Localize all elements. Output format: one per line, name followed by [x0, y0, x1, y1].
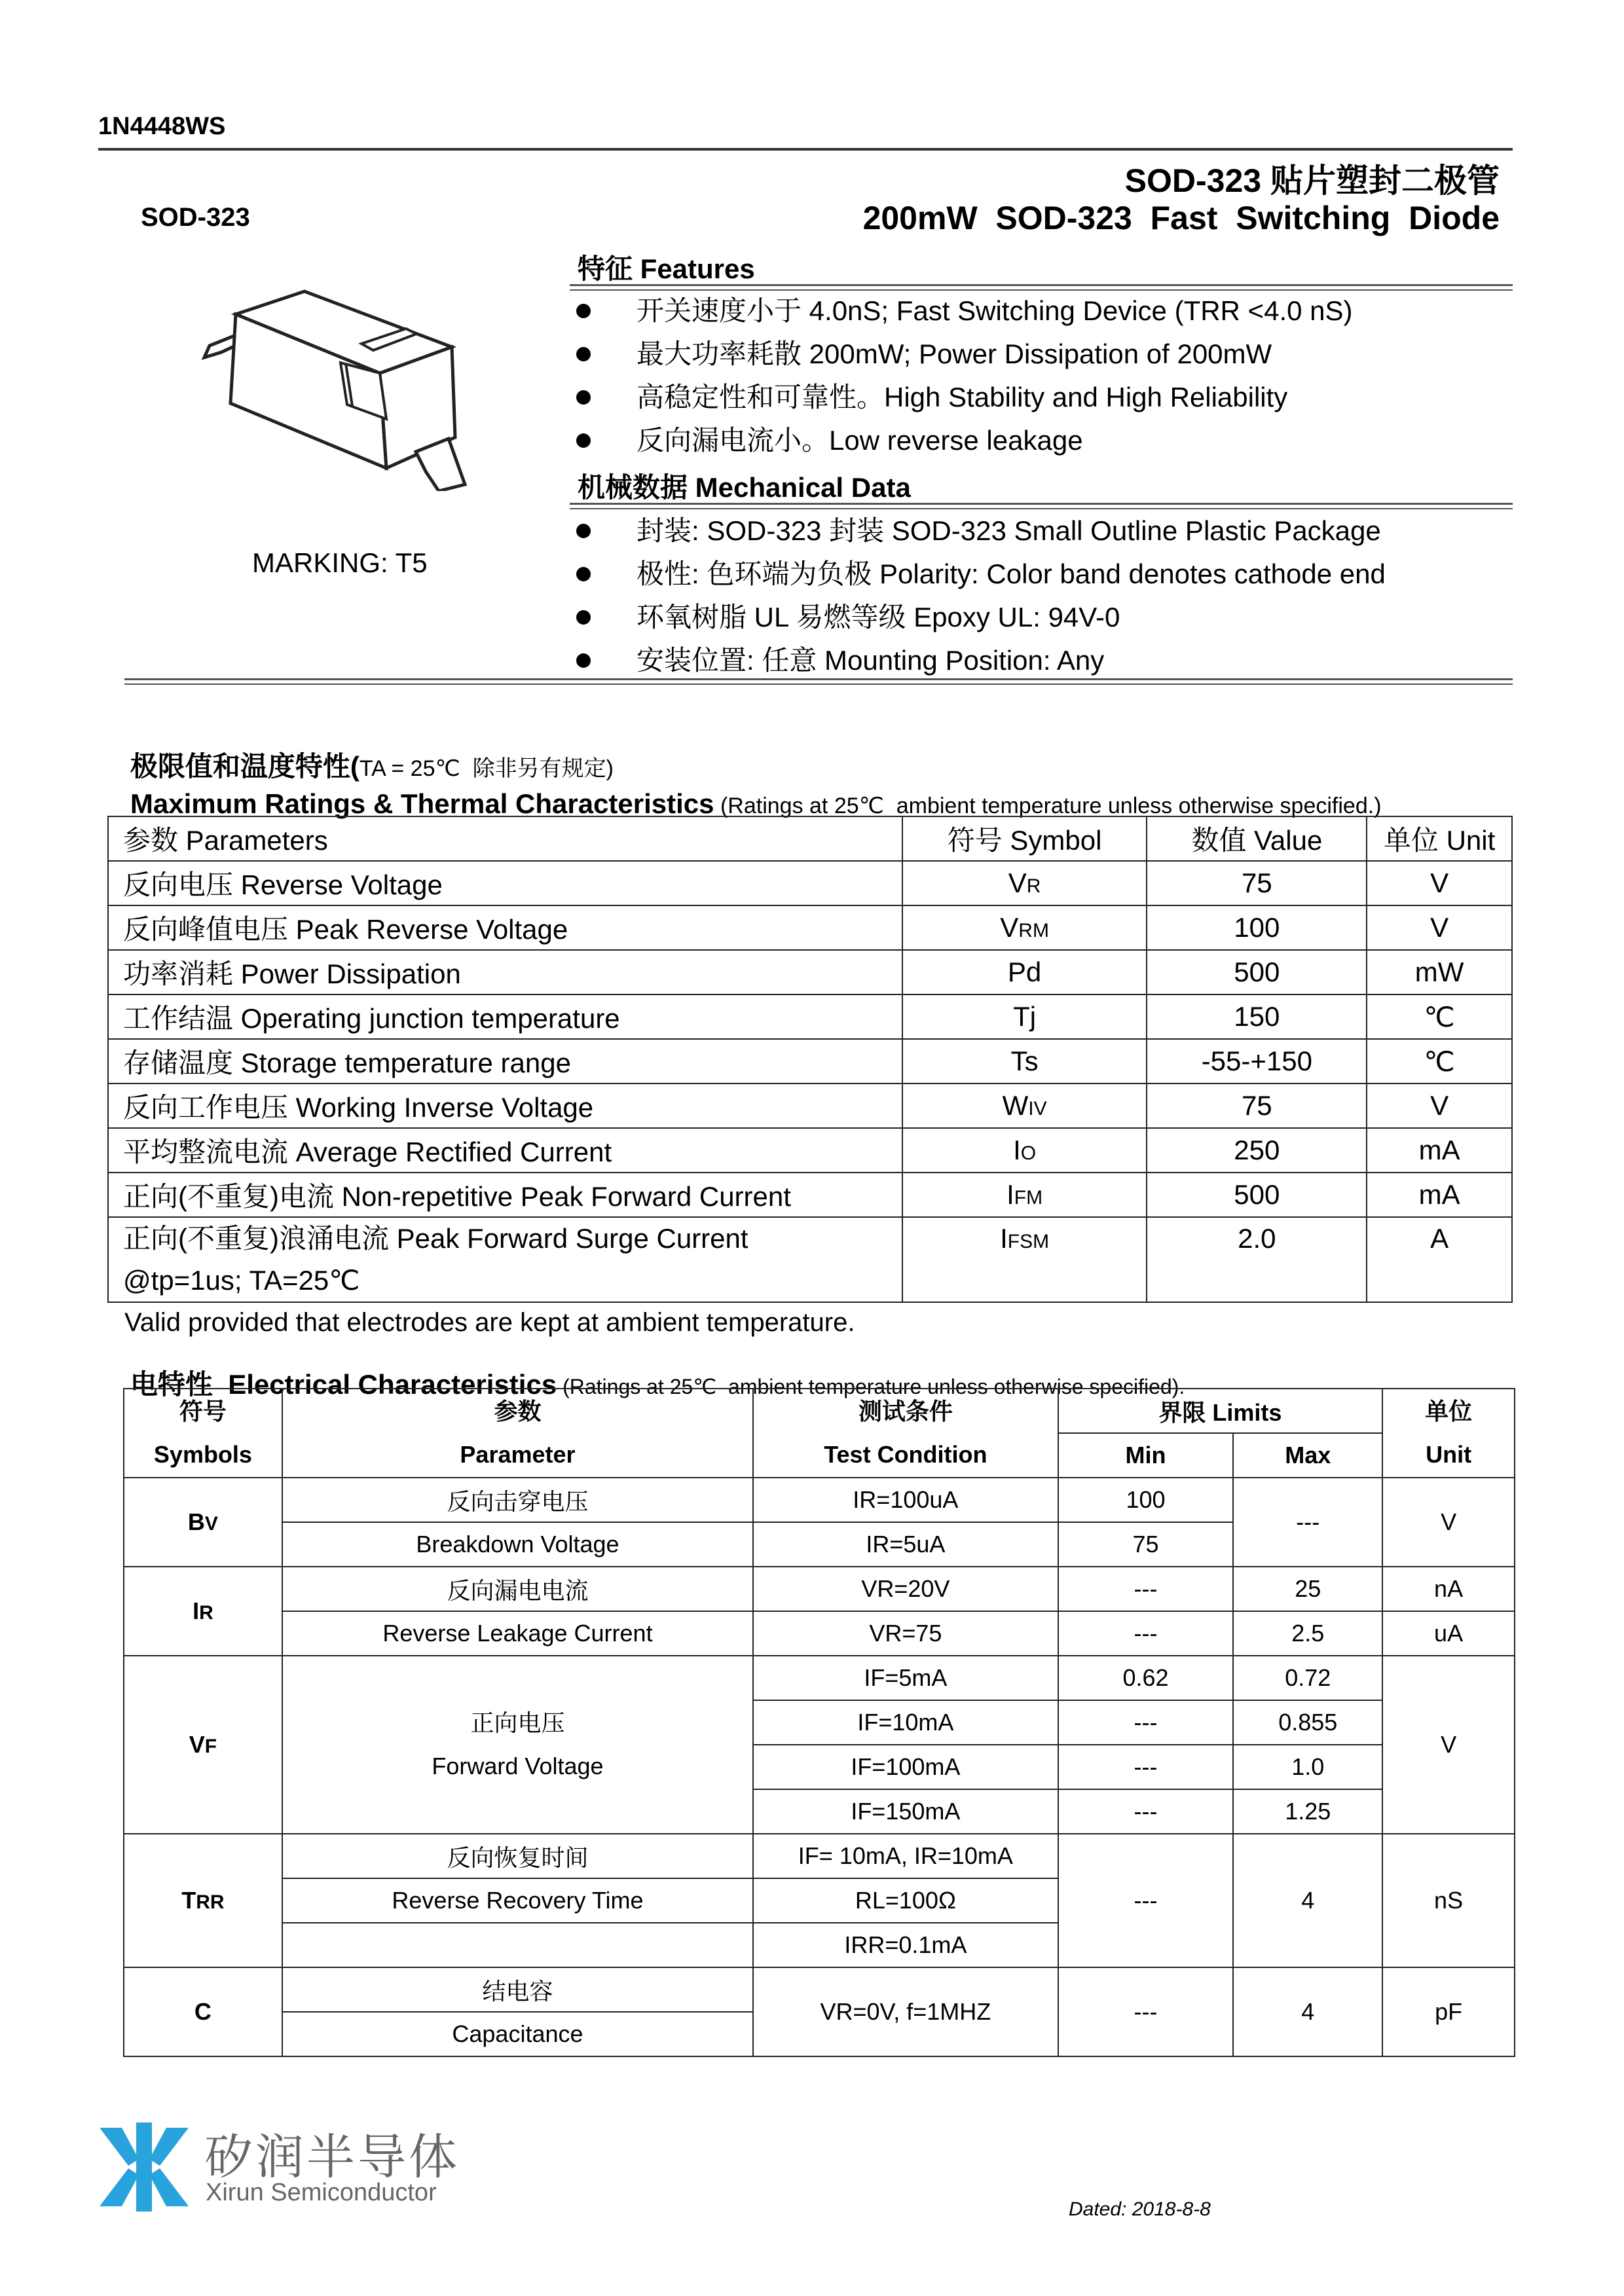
part-number: 1N4448WS	[98, 113, 226, 140]
max-cell: 1.0	[1233, 1745, 1382, 1789]
min-cell: ---	[1058, 1567, 1234, 1611]
symbol-sub: FSM	[1007, 1231, 1050, 1252]
table-row	[108, 1084, 1512, 1128]
col-header-unit: 单位 Unit	[1367, 816, 1512, 861]
symbol-cell	[902, 1084, 1147, 1128]
param-cell: 工作结温 Operating junction temperature	[108, 994, 902, 1039]
param-en-cell: Breakdown Voltage	[282, 1522, 753, 1567]
max-cell: 2.5	[1233, 1611, 1382, 1656]
section-rule-1	[124, 678, 1513, 680]
max-cell: 25	[1233, 1567, 1382, 1611]
top-rule	[98, 148, 1513, 151]
col-header-test-en: Test Condition	[824, 1441, 987, 1468]
validity-note: Valid provided that electrodes are kept at ambient temperature.	[124, 1308, 855, 1337]
param-cell: 功率消耗 Power Dissipation	[108, 950, 902, 994]
symbol-cell	[124, 1567, 282, 1656]
symbol-sub: IV	[1028, 1098, 1047, 1120]
value-cell: 2.0	[1147, 1217, 1367, 1302]
max-cell: 4	[1233, 1967, 1382, 2056]
title-en: 200mW SOD-323 Fast Switching Diode	[862, 200, 1500, 236]
symbol-cell	[124, 1834, 282, 1967]
test-cell: IR=100uA	[753, 1478, 1058, 1522]
table-header-row	[108, 816, 1512, 861]
param-cell: 反向工作电压 Working Inverse Voltage	[108, 1084, 902, 1128]
bullet-icon	[576, 433, 591, 448]
param-cn: 正向电压	[470, 1709, 565, 1736]
table-row	[108, 950, 1512, 994]
unit-cell: nS	[1382, 1834, 1515, 1967]
table-row	[124, 1834, 1515, 1878]
param-en: Forward Voltage	[432, 1753, 604, 1779]
dated-label: Dated: 2018-8-8	[1069, 2198, 1211, 2220]
test-cell: IF=5mA	[753, 1656, 1058, 1700]
symbol-cell	[902, 1128, 1147, 1173]
table-row	[108, 905, 1512, 950]
unit-cell: V	[1382, 1656, 1515, 1834]
features-rule-1	[570, 284, 1513, 286]
company-name-cn: 矽润半导体	[204, 2129, 460, 2185]
value-cell: 75	[1147, 861, 1367, 905]
table-row	[108, 1217, 1512, 1302]
col-header-parameter-en: Parameter	[460, 1441, 576, 1468]
unit-cell: V	[1367, 1084, 1512, 1128]
param-cn-cell: 反向恢复时间	[282, 1834, 753, 1878]
symbol-main: B	[187, 1508, 205, 1535]
symbol-cell	[902, 905, 1147, 950]
max-ratings-table	[107, 816, 1513, 1303]
table-row	[108, 1173, 1512, 1217]
param-line-2: @tp=1us; TA=25℃	[123, 1265, 360, 1296]
col-header-symbol: 符号 Symbol	[902, 816, 1147, 861]
min-cell: ---	[1058, 1834, 1234, 1967]
param-en-cell: Reverse Recovery Time	[282, 1878, 753, 1923]
symbol-sub: R	[1026, 875, 1041, 897]
unit-cell: A	[1367, 1217, 1512, 1302]
test-cell: IF=150mA	[753, 1789, 1058, 1834]
symbol-main: Ts	[1010, 1046, 1039, 1076]
symbol-cell	[124, 1656, 282, 1834]
value-cell: -55-+150	[1147, 1039, 1367, 1084]
table-header-row	[124, 1389, 1515, 1433]
symbol-cell	[902, 950, 1147, 994]
min-cell: ---	[1058, 1967, 1234, 2056]
symbol-cell	[902, 1173, 1147, 1217]
symbol-cell	[902, 994, 1147, 1039]
table-row	[108, 994, 1512, 1039]
table-row	[124, 1656, 1515, 1700]
symbol-main: T	[181, 1887, 196, 1914]
symbol-main: W	[1002, 1090, 1029, 1121]
unit-cell: ℃	[1367, 1039, 1512, 1084]
col-header-symbols	[124, 1389, 282, 1478]
symbol-sub: F	[204, 1736, 217, 1757]
symbol-sub: FM	[1014, 1187, 1043, 1209]
symbol-sub: R	[199, 1602, 213, 1624]
min-cell: 75	[1058, 1522, 1234, 1567]
symbol-sub: V	[204, 1513, 218, 1535]
col-header-symbols-cn: 符号	[179, 1398, 227, 1425]
col-header-parameter	[282, 1389, 753, 1478]
bullet-icon	[576, 390, 591, 405]
test-cell: IF= 10mA, IR=10mA	[753, 1834, 1058, 1878]
symbol-main: I	[1000, 1223, 1008, 1254]
col-header-symbols-en: Symbols	[153, 1441, 252, 1468]
mechanical-rule-1	[570, 503, 1513, 505]
test-cell: IRR=0.1mA	[753, 1923, 1058, 1967]
unit-cell: uA	[1382, 1611, 1515, 1656]
max-ratings-heading-cn-bold: 极限值和温度特性(	[130, 751, 360, 782]
section-rule-2	[124, 683, 1513, 685]
xirun-logo-icon	[98, 2121, 190, 2213]
max-cell: 4	[1233, 1834, 1382, 1967]
table-row	[108, 1039, 1512, 1084]
bullet-icon	[576, 567, 591, 581]
symbol-sub: RM	[1018, 920, 1049, 941]
col-header-value: 数值 Value	[1147, 816, 1367, 861]
col-header-min: Min	[1058, 1433, 1234, 1478]
unit-cell: ℃	[1367, 994, 1512, 1039]
min-cell: ---	[1058, 1789, 1234, 1834]
col-header-unit	[1382, 1389, 1515, 1478]
unit-cell: V	[1367, 861, 1512, 905]
test-cell: IF=10mA	[753, 1700, 1058, 1745]
symbol-sub: RR	[196, 1891, 225, 1913]
max-cell: 1.25	[1233, 1789, 1382, 1834]
symbol-main: Pd	[1007, 957, 1042, 987]
max-ratings-heading-cn-small: TA = 25℃ 除非另有规定)	[359, 756, 614, 781]
symbol-main: I	[1013, 1135, 1021, 1165]
bullet-icon	[576, 524, 591, 538]
bullet-icon	[576, 653, 591, 668]
marking-label: MARKING: T5	[252, 547, 428, 578]
title-cn: SOD-323 贴片塑封二极管	[1124, 162, 1500, 199]
company-name-en: Xirun Semiconductor	[206, 2179, 437, 2206]
electrical-table	[123, 1388, 1515, 2057]
electrical-heading-small: (Ratings at 25℃ ambient temperature unless otherwise specified).	[557, 1375, 1185, 1398]
test-cell: VR=75	[753, 1611, 1058, 1656]
test-cell: IF=100mA	[753, 1745, 1058, 1789]
col-header-unit-cn: 单位	[1425, 1398, 1473, 1425]
test-cell: VR=20V	[753, 1567, 1058, 1611]
unit-cell: mA	[1367, 1128, 1512, 1173]
bullet-icon	[576, 347, 591, 361]
symbol-main: I	[1006, 1179, 1014, 1210]
max-cell: 0.72	[1233, 1656, 1382, 1700]
param-cell: 反向电压 Reverse Voltage	[108, 861, 902, 905]
value-cell: 75	[1147, 1084, 1367, 1128]
electrical-heading-bold: 电特性 Electrical Characteristics	[130, 1369, 557, 1400]
symbol-main: I	[193, 1597, 200, 1624]
test-cell: IR=5uA	[753, 1522, 1058, 1567]
col-header-test-condition	[753, 1389, 1058, 1478]
value-cell: 500	[1147, 1173, 1367, 1217]
symbol-cell	[124, 1478, 282, 1567]
value-cell: 100	[1147, 905, 1367, 950]
max-ratings-heading-en	[124, 776, 1382, 820]
col-header-limits: 界限 Limits	[1058, 1389, 1383, 1433]
param-cell: 存储温度 Storage temperature range	[108, 1039, 902, 1084]
symbol-main: V	[1008, 867, 1027, 898]
symbol-main: V	[189, 1731, 205, 1758]
symbol-cell: C	[124, 1967, 282, 2056]
param-line-1: 正向(不重复)浪涌电流 Peak Forward Surge Current	[123, 1223, 748, 1254]
bullet-icon	[576, 304, 591, 318]
unit-cell: mA	[1367, 1173, 1512, 1217]
param-cn-cell: 反向漏电电流	[282, 1567, 753, 1611]
sod323-package-drawing	[190, 275, 504, 491]
param-cell: 正向(不重复)电流 Non-repetitive Peak Forward Current	[108, 1173, 902, 1217]
value-cell: 250	[1147, 1128, 1367, 1173]
value-cell: 500	[1147, 950, 1367, 994]
bullet-icon	[576, 610, 591, 625]
symbol-cell	[902, 1217, 1147, 1302]
col-header-parameter-cn: 参数	[494, 1398, 542, 1425]
max-cell: 0.855	[1233, 1700, 1382, 1745]
symbol-cell	[902, 1039, 1147, 1084]
table-row	[124, 1611, 1515, 1656]
param-cell	[108, 1217, 902, 1302]
col-header-unit-en: Unit	[1426, 1441, 1472, 1468]
param-cell: 平均整流电流 Average Rectified Current	[108, 1128, 902, 1173]
param-empty-cell	[282, 1923, 753, 1967]
unit-cell: nA	[1382, 1567, 1515, 1611]
value-cell: 150	[1147, 994, 1367, 1039]
package-label: SOD-323	[141, 203, 250, 232]
max-cell: ---	[1233, 1478, 1382, 1567]
param-cn-cell: 结电容	[282, 1967, 753, 2012]
param-en-cell: Capacitance	[282, 2012, 753, 2056]
table-row	[124, 1478, 1515, 1522]
col-header-test-cn: 测试条件	[858, 1398, 953, 1425]
col-header-max: Max	[1233, 1433, 1382, 1478]
test-cell: RL=100Ω	[753, 1878, 1058, 1923]
unit-cell: mW	[1367, 950, 1512, 994]
symbol-main: V	[1000, 912, 1019, 943]
col-header-parameters: 参数 Parameters	[108, 816, 902, 861]
unit-cell: V	[1382, 1478, 1515, 1567]
min-cell: 100	[1058, 1478, 1234, 1522]
symbol-cell	[902, 861, 1147, 905]
param-cn-cell: 反向击穿电压	[282, 1478, 753, 1522]
min-cell: ---	[1058, 1745, 1234, 1789]
param-cell	[282, 1656, 753, 1834]
param-cell: 反向峰值电压 Peak Reverse Voltage	[108, 905, 902, 950]
symbol-main: Tj	[1013, 1001, 1037, 1032]
max-ratings-heading-en-small: (Ratings at 25℃ ambient temperature unless otherwise specified.)	[714, 793, 1382, 818]
mechanical-title: 机械数据 Mechanical Data	[578, 472, 911, 503]
features-title: 特征 Features	[578, 253, 755, 284]
unit-cell: V	[1367, 905, 1512, 950]
min-cell: 0.62	[1058, 1656, 1234, 1700]
max-ratings-heading-en-bold: Maximum Ratings & Thermal Characteristics	[130, 788, 714, 819]
param-en-cell: Reverse Leakage Current	[282, 1611, 753, 1656]
min-cell: ---	[1058, 1611, 1234, 1656]
table-row	[108, 1128, 1512, 1173]
table-row	[124, 1967, 1515, 2012]
table-row	[108, 861, 1512, 905]
symbol-sub: O	[1020, 1142, 1037, 1164]
test-cell: VR=0V, f=1MHZ	[753, 1967, 1058, 2056]
unit-cell: pF	[1382, 1967, 1515, 2056]
min-cell: ---	[1058, 1700, 1234, 1745]
table-row	[124, 1567, 1515, 1611]
